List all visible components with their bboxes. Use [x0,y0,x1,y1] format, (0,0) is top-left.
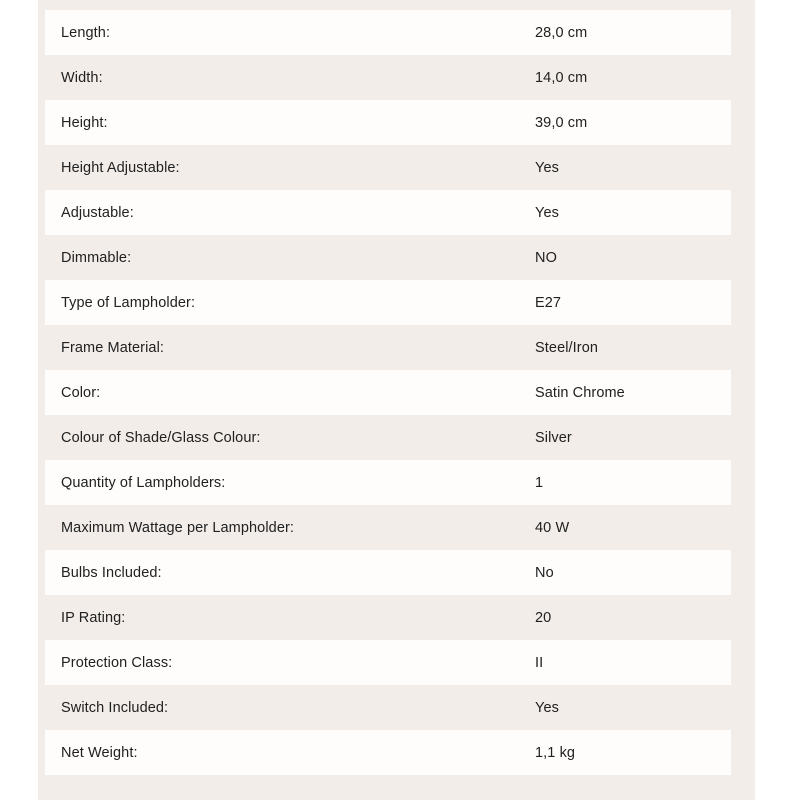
spec-label: Height: [61,114,108,131]
spec-value: Steel/Iron [535,339,599,356]
spec-label: Dimmable: [61,249,132,266]
spec-row [45,190,731,235]
spec-value: 14,0 cm [535,69,588,86]
spec-row [45,235,731,280]
spec-row [45,100,731,145]
spec-label: Quantity of Lampholders: [61,474,226,491]
spec-label: Frame Material: [61,339,165,356]
spec-label: IP Rating: [61,609,126,626]
spec-label: Bulbs Included: [61,564,162,581]
spec-row [45,685,731,730]
spec-value: 40 W [535,519,570,536]
spec-label: Color: [61,384,101,401]
spec-value: E27 [535,294,562,311]
spec-row [45,595,731,640]
spec-value: 39,0 cm [535,114,588,131]
spec-row [45,550,731,595]
spec-label: Maximum Wattage per Lampholder: [61,519,295,536]
spec-value: II [535,654,544,671]
spec-value: 20 [535,609,552,626]
specifications-panel [38,0,755,800]
spec-value: Yes [535,699,559,716]
spec-value: Satin Chrome [535,384,625,401]
spec-value: Yes [535,159,559,176]
spec-value: 28,0 cm [535,24,588,41]
spec-value: Yes [535,204,559,221]
spec-row [45,460,731,505]
spec-label: Switch Included: [61,699,169,716]
spec-label: Type of Lampholder: [61,294,196,311]
spec-row [45,640,731,685]
spec-row [45,505,731,550]
specifications-table [45,10,731,775]
spec-label: Length: [61,24,111,41]
spec-value: 1,1 kg [535,744,576,761]
spec-row [45,10,731,55]
spec-label: Width: [61,69,103,86]
spec-value: 1 [535,474,544,491]
spec-value: NO [535,249,557,266]
spec-label: Adjustable: [61,204,134,221]
spec-value: Silver [535,429,572,446]
spec-row [45,730,731,775]
spec-row [45,325,731,370]
spec-label: Protection Class: [61,654,173,671]
spec-row [45,370,731,415]
spec-row [45,145,731,190]
spec-label: Height Adjustable: [61,159,180,176]
spec-row [45,280,731,325]
spec-label: Net Weight: [61,744,138,761]
spec-row [45,55,731,100]
spec-label: Colour of Shade/Glass Colour: [61,429,261,446]
spec-value: No [535,564,554,581]
spec-row [45,415,731,460]
